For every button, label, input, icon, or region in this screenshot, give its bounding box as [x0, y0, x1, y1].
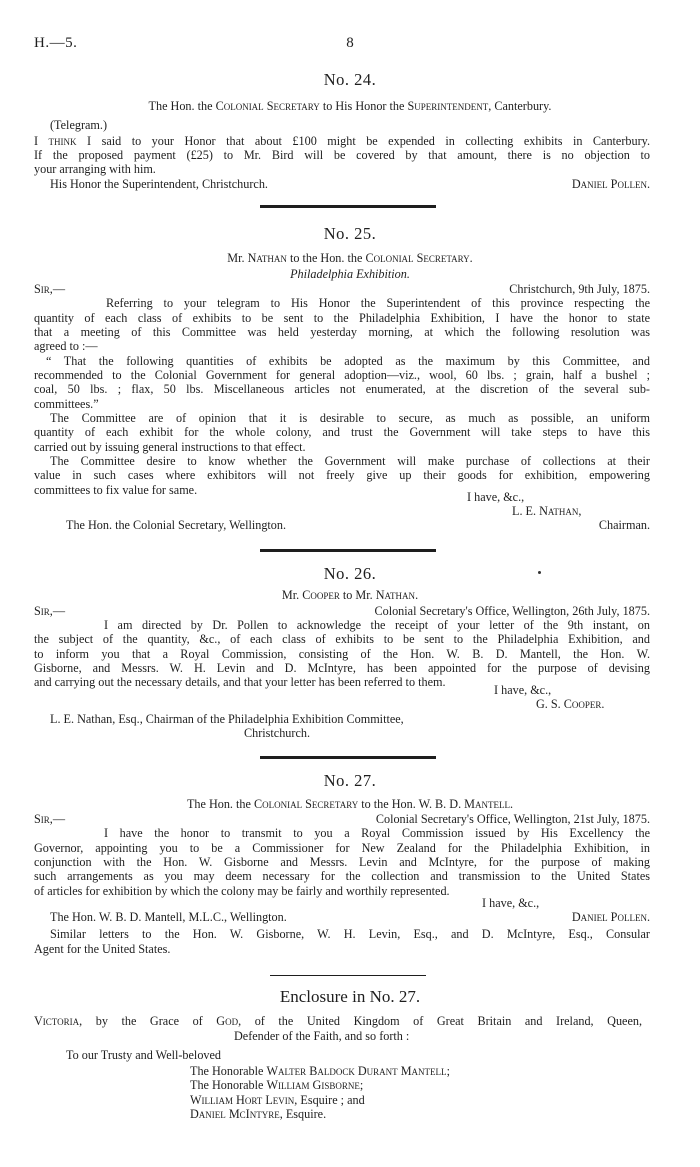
- doc24-telegram-note: (Telegram.): [50, 118, 108, 132]
- doc26-body-line: and carrying out the necessary details, and that your letter has been referred to them.: [34, 675, 446, 689]
- doc27-body-line: conjunction with the Hon. W. Gisborne and Messrs. Levin and McIntyre, for the purpose of making: [34, 855, 650, 869]
- doc24-body-line: I think I said to your Honor that about £100 might be expended in collecting exhibits in Canterbury.: [34, 134, 650, 148]
- enclosure-name-line: The Honorable William Gisborne;: [190, 1078, 364, 1092]
- doc27-similar-letters: Agent for the United States.: [34, 942, 171, 956]
- doc27-place-date: Colonial Secretary's Office, Wellington, 21st July, 1875.: [375, 812, 650, 826]
- enclosure-preamble-cont: Defender of the Faith, and so forth :: [234, 1029, 410, 1043]
- doc26-body-line: I am directed by Dr. Pollen to acknowledge the receipt of your letter of the 9th instant, on: [104, 618, 650, 632]
- doc27-addressee: The Hon. W. B. D. Mantell, M.L.C., Wellington.: [50, 910, 287, 924]
- doc25-number: No. 25.: [323, 224, 377, 243]
- doc26-place-date: Colonial Secretary's Office, Wellington, 26th July, 1875.: [374, 604, 650, 618]
- doc27-body-line: of articles for exhibition by which the colony may be fairly and worthily represented.: [34, 884, 450, 898]
- doc26-body-line: to inform you that a Royal Commission, consisting of the Hon. W. B. D. Mantell, the Hon. W.: [34, 647, 650, 661]
- doc26-body-line: Gisborne, and Messrs. W. H. Levin and D. McIntyre, has been appointed for the purpose of devising: [34, 661, 650, 675]
- doc24-body-line: If the proposed payment (£25) to Mr. Bird will be covered by that amount, there is no objection to: [34, 148, 650, 162]
- doc25-body-line: quantity of each exhibit for the whole colony, and trust the Government will take steps to have this: [34, 425, 650, 439]
- doc25-body-line: that a meeting of this Committee was held yesterday morning, at which the following resolution was: [34, 325, 650, 339]
- doc25-body-line: “ That the following quantities of exhibits be adopted as the maximum by this Committee, and: [46, 354, 650, 368]
- section-rule: [270, 975, 426, 976]
- enclosure-name-line: William Hort Levin, Esquire ; and: [190, 1093, 365, 1107]
- doc25-body-line: value in such cases where exhibitors will not freely give up their goods for exhibition, empowering: [34, 468, 650, 482]
- doc25-body-line: recommended to the Colonial Government for general adoption—viz., wool, 60 lbs. ; grain, half a bushel ;: [34, 368, 650, 382]
- doc24-number: No. 24.: [323, 70, 377, 89]
- doc26-salutation: Sir,—: [34, 604, 66, 618]
- doc25-body-line: committees.”: [34, 397, 99, 411]
- doc27-signature: Daniel Pollen.: [571, 910, 650, 924]
- enclosure-preamble: Victoria, by the Grace of God, of the United Kingdom of Great Britain and Ireland, Queen,: [34, 1014, 642, 1028]
- enclosure-name-line: Daniel McIntyre, Esquire.: [190, 1107, 327, 1121]
- doc26-heading: Mr. Cooper to Mr. Nathan.: [281, 588, 419, 602]
- doc25-body-line: carried out by issuing general instructions to that effect.: [34, 440, 306, 454]
- doc26-closing: I have, &c.,: [494, 683, 552, 697]
- doc26-number: No. 26.: [323, 564, 377, 583]
- doc25-body-line: The Committee are of opinion that it is desirable to secure, as much as possible, an uniform: [50, 411, 650, 425]
- enclosure-to-line: To our Trusty and Well-beloved: [66, 1048, 222, 1062]
- doc25-subheading: Philadelphia Exhibition.: [290, 267, 410, 281]
- doc27-body-line: such arrangements as you may deem necessary for the collection and transmission to the United States: [34, 869, 650, 883]
- doc27-similar-letters: Similar letters to the Hon. W. Gisborne, W. H. Levin, Esq., and D. McIntyre, Esq., Consular: [50, 927, 650, 941]
- doc24-addressee: His Honor the Superintendent, Christchurch.: [50, 177, 268, 191]
- doc25-signer-title: Chairman.: [598, 518, 650, 532]
- doc25-body-line: The Committee desire to know whether the Government will make purchase of collections at their: [50, 454, 650, 468]
- doc26-addressee: L. E. Nathan, Esq., Chairman of the Philadelphia Exhibition Committee,: [50, 712, 404, 726]
- doc24-signature: Daniel Pollen.: [571, 177, 650, 191]
- section-rule: [260, 549, 436, 552]
- doc25-body-line: committees to fix value for same.: [34, 483, 198, 497]
- section-rule: [260, 756, 436, 759]
- doc26-signer: G. S. Cooper.: [536, 697, 605, 711]
- page-number: 8: [346, 35, 354, 51]
- section-rule: [260, 205, 436, 208]
- enclosure-name-line: The Honorable Walter Baldock Durant Mantell;: [190, 1064, 450, 1078]
- doc24-body-line: your arranging with him.: [34, 162, 156, 176]
- doc27-salutation: Sir,—: [34, 812, 66, 826]
- doc27-body-line: Governor, appointing you to be a Commissioner for New Zealand for the Philadelphia Exhibition, in: [34, 841, 650, 855]
- doc26-addressee-place: Christchurch.: [244, 726, 311, 740]
- doc27-heading: The Hon. the Colonial Secretary to the Hon. W. B. D. Mantell.: [186, 797, 514, 811]
- doc27-body-line: I have the honor to transmit to you a Royal Commission issued by His Excellency the: [104, 826, 650, 840]
- doc24-heading: The Hon. the Colonial Secretary to His Honor the Superintendent, Canterbury.: [148, 99, 552, 113]
- doc25-closing: I have, &c.,: [467, 490, 525, 504]
- doc25-body-line: agreed to :—: [34, 339, 98, 353]
- doc25-addressee: The Hon. the Colonial Secretary, Wellington.: [66, 518, 287, 532]
- document-reference: H.—5.: [34, 35, 78, 51]
- doc25-salutation: Sir,—: [34, 282, 66, 296]
- doc25-body-line: quantity of each class of exhibits to be sent to the Philadelphia Exhibition, I have the honor to state: [34, 311, 650, 325]
- doc25-place-date: Christchurch, 9th July, 1875.: [509, 282, 650, 296]
- doc25-signer: L. E. Nathan,: [512, 504, 582, 518]
- doc27-number: No. 27.: [323, 771, 377, 790]
- doc25-body-line: coal, 50 lbs. ; flax, 50 lbs. Miscellaneous articles not enumerated, at the discretion of the several sub-: [34, 382, 650, 396]
- doc25-body-line: Referring to your telegram to His Honor the Superintendent of this province respecting the: [106, 296, 650, 310]
- doc25-heading: Mr. Nathan to the Hon. the Colonial Secretary.: [227, 251, 473, 265]
- doc26-body-line: the subject of the quantity, &c., of each class of exhibits to be sent to the Philadelphia Exhibition, and: [34, 632, 650, 646]
- doc27-closing: I have, &c.,: [482, 896, 540, 910]
- enclosure-title: Enclosure in No. 27.: [279, 987, 421, 1006]
